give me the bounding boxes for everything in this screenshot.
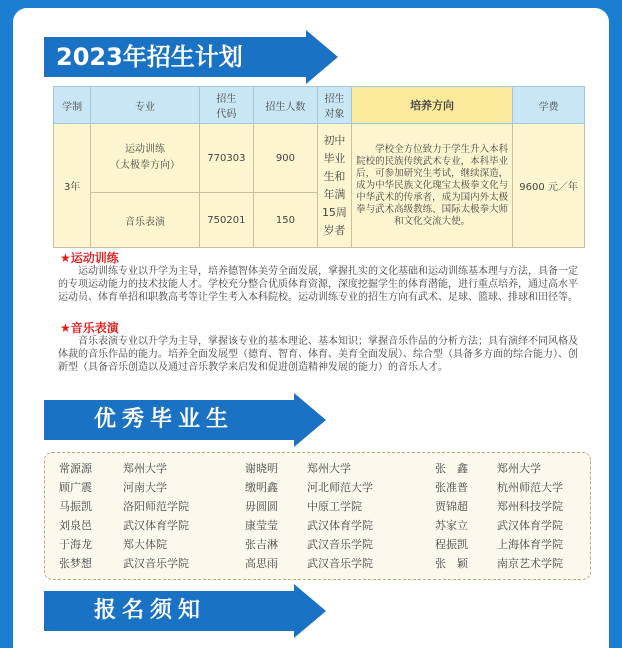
- graduate-school: 武汉体育学院: [307, 519, 373, 532]
- graduate-school: 郑州科技学院: [497, 500, 563, 513]
- graduate-name: 缴明鑫: [245, 481, 278, 494]
- cell-major: 音乐表演: [91, 193, 200, 248]
- graduate-name: 毋圆圆: [245, 500, 278, 513]
- graduate-school: 南京艺术学院: [497, 557, 563, 570]
- graduate-school: 河南大学: [123, 481, 167, 494]
- cell-code: 770303: [199, 124, 253, 193]
- graduate-school: 郑州大学: [497, 462, 541, 475]
- section-heading-music: ★音乐表演: [60, 321, 119, 335]
- graduate-name: 张梦想: [59, 557, 92, 570]
- graduate-name: 贾锦超: [435, 500, 468, 513]
- graduate-school: 武汉音乐学院: [307, 557, 373, 570]
- section-text-sports: 运动训练专业以升学为主导，培养德智体美劳全面发展，掌握扎实的文化基础和运动训练基本理与方法，具备一定的专项运动能力的技术技能人才。学校充分整合优质体育资源，深度挖掘学生的体育潜能，进行重点培养，通过高水平运动员、体育单招和职教高考等让学生考入本科院校。运动训练专业的招生方向有武术、足球、篮球、排球和田径等。: [58, 266, 578, 303]
- list-item: [45, 555, 590, 573]
- list-item: [45, 498, 590, 516]
- section-text-music: 音乐表演专业以升学为主导，掌握该专业的基本理论、基本知识；掌握音乐作品的分析方法；具有演绎不同风格及体裁的音乐作品的能力。培养全面发展型（德育、智育、体育、美育全面发展）、综合型（具备多方面的综合能力）、创新型（具备音乐创造以及通过音乐教学来启发和促进创造精神发展的能力）的音乐人才。: [58, 336, 578, 373]
- graduate-name: 谢晓明: [245, 462, 278, 475]
- list-item: [45, 460, 590, 478]
- list-item: [45, 536, 590, 554]
- graduate-school: 郑大体院: [123, 538, 167, 551]
- cell-fee: 9600 元／年: [513, 124, 585, 248]
- graduate-school: 杭州师范大学: [497, 481, 563, 494]
- header-major: 专业: [91, 87, 200, 124]
- graduate-school: 武汉体育学院: [497, 519, 563, 532]
- notice-title: 报名须知: [94, 598, 207, 623]
- list-item: [45, 479, 590, 497]
- banner-arrow-icon: [294, 584, 326, 638]
- cell-direction: 学校全方位致力于学生升入本科院校的民族传统武术专业，本科毕业后，可参加研究生考试，继续深造，成为中华民族文化瑰宝太极拳文化与中华武术的传承者，成为国内外太极拳与武术高级教练、国际太极拳大师和文化交流大使。: [352, 124, 513, 248]
- graduates-title: 优秀毕业生: [94, 407, 235, 432]
- table-row: [54, 124, 585, 193]
- header-count: 招生人数: [253, 87, 317, 124]
- graduate-name: 于海龙: [59, 538, 92, 551]
- graduate-school: 郑州大学: [123, 462, 167, 475]
- graduate-school: 中原工学院: [307, 500, 362, 513]
- header-target: 招生 对象: [317, 87, 351, 124]
- graduate-name: 常源源: [59, 462, 92, 475]
- header-duration: 学制: [54, 87, 91, 124]
- header-fee: 学费: [513, 87, 585, 124]
- graduate-name: 高思雨: [245, 557, 278, 570]
- graduate-name: 苏家立: [435, 519, 468, 532]
- section-heading-sports: ★运动训练: [60, 251, 119, 265]
- table-header-row: [54, 87, 585, 124]
- graduate-name: 张 鑫: [435, 462, 468, 475]
- cell-duration: 3年: [54, 124, 91, 248]
- cell-count: 900: [253, 124, 317, 193]
- graduate-school: 武汉体育学院: [123, 519, 189, 532]
- cell-major: 运动训练 （太极拳方向）: [91, 124, 200, 193]
- graduate-school: 武汉音乐学院: [123, 557, 189, 570]
- enrollment-plan-table: [53, 86, 585, 248]
- graduate-school: 上海体育学院: [497, 538, 563, 551]
- graduate-school: 洛阳师范学院: [123, 500, 189, 513]
- graduate-name: 张吉淋: [245, 538, 278, 551]
- graduate-name: 马振凯: [59, 500, 92, 513]
- cell-target: 初中毕业生和年满15周岁者: [317, 124, 351, 248]
- cell-code: 750201: [199, 193, 253, 248]
- header-code: 招生 代码: [199, 87, 253, 124]
- graduates-list: [44, 452, 591, 580]
- plan-title: 2023年招生计划: [56, 43, 243, 71]
- graduate-school: 河北师范大学: [307, 481, 373, 494]
- banner-arrow-icon: [306, 30, 338, 84]
- graduate-name: 顾广震: [59, 481, 92, 494]
- graduate-school: 武汉音乐学院: [307, 538, 373, 551]
- graduate-name: 张 颖: [435, 557, 468, 570]
- graduate-name: 张准普: [435, 481, 468, 494]
- banner-arrow-icon: [294, 393, 326, 447]
- graduate-name: 康莹莹: [245, 519, 278, 532]
- graduate-name: 程振凯: [435, 538, 468, 551]
- cell-count: 150: [253, 193, 317, 248]
- graduate-name: 刘泉邑: [59, 519, 92, 532]
- list-item: [45, 517, 590, 535]
- graduate-school: 郑州大学: [307, 462, 351, 475]
- header-direction: 培养方向: [352, 87, 513, 124]
